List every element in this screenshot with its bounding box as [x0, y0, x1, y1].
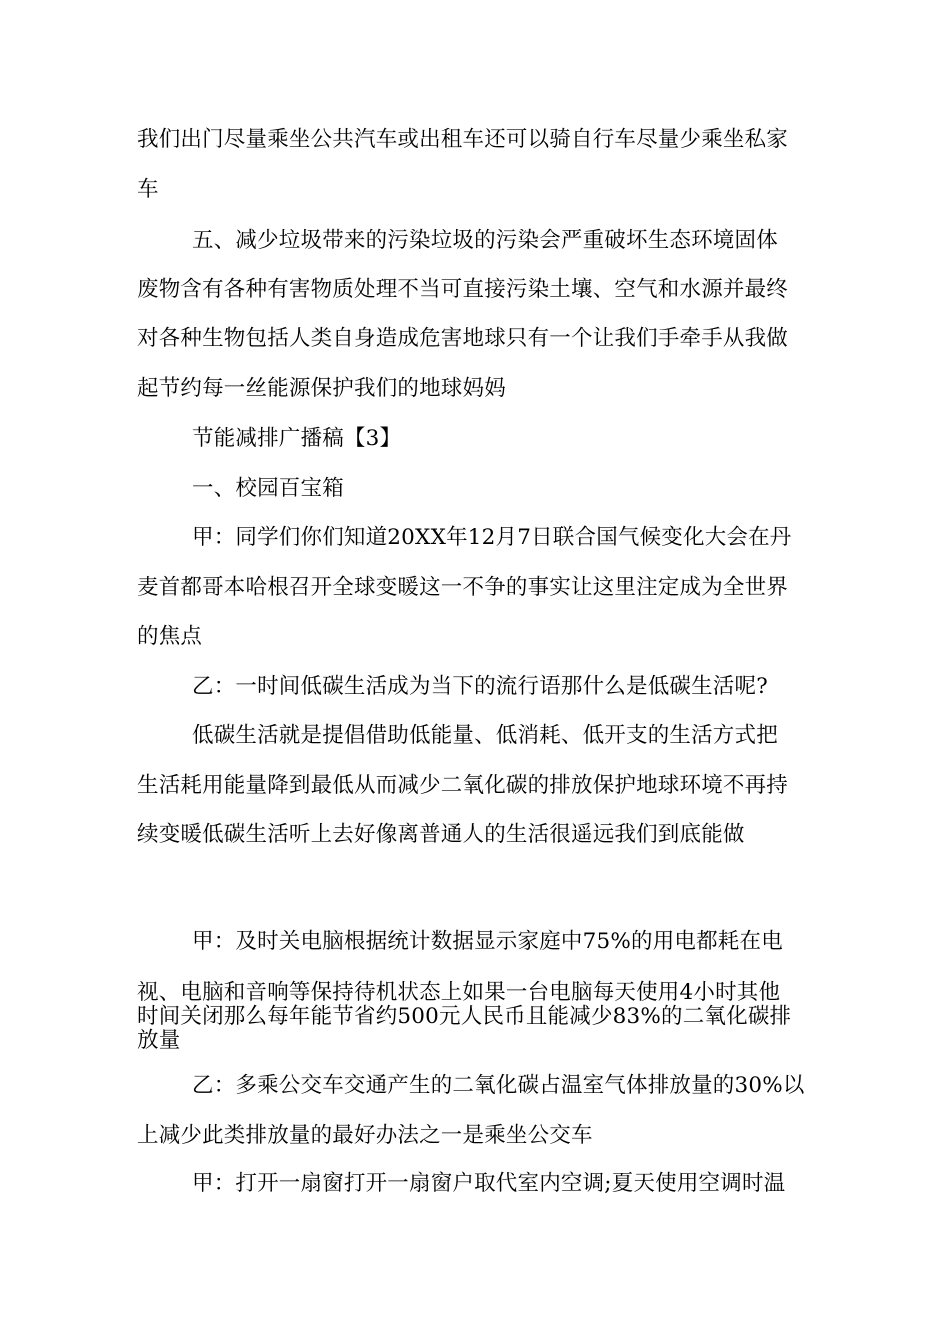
paragraph-start: 乙：多乘公交车交通产生的二氧化碳占温室气体排放量的30%以 [192, 1073, 805, 1098]
paragraph-start: 甲：打开一扇窗打开一扇窗户取代室内空调;夏天使用空调时温 [192, 1171, 786, 1196]
text-line: 的焦点 [137, 624, 203, 649]
text-line: 麦首都哥本哈根召开全球变暖这一不争的事实让这里注定成为全世界 [137, 575, 789, 600]
text-line: 上减少此类排放量的最好办法之一是乘坐公交车 [137, 1123, 593, 1148]
text-line: 我们出门尽量乘坐公共汽车或出租车还可以骑自行车尽量少乘坐私家 [137, 127, 789, 152]
text-line: 生活耗用能量降到最低从而减少二氧化碳的排放保护地球环境不再持 [137, 773, 789, 798]
text-line: 时间关闭那么每年能节省约500元人民币且能减少83%的二氧化碳排 [137, 1004, 792, 1029]
text-line: 续变暖低碳生活听上去好像离普通人的生活很遥远我们到底能做 [137, 822, 745, 847]
text-line: 对各种生物包括人类自身造成危害地球只有一个让我们手牵手从我做 [137, 326, 789, 351]
text-line: 车 [137, 177, 159, 202]
text-line: 放量 [137, 1028, 181, 1053]
section-heading: 节能减排广播稿【3】 [192, 426, 402, 451]
paragraph-start: 乙：一时间低碳生活成为当下的流行语那什么是低碳生活呢? [192, 674, 768, 699]
paragraph-start: 甲：同学们你们知道20XX年12月7日联合国气候变化大会在丹 [192, 525, 792, 550]
paragraph-start: 甲：及时关电脑根据统计数据显示家庭中75%的用电都耗在电 [192, 929, 783, 954]
text-line: 视、电脑和音响等保持待机状态上如果一台电脑每天使用4小时其他 [137, 980, 781, 1005]
paragraph-start: 低碳生活就是提倡借助低能量、低消耗、低开支的生活方式把 [192, 723, 778, 748]
text-line: 废物含有各种有害物质处理不当可直接污染土壤、空气和水源并最终 [137, 277, 789, 302]
paragraph-start: 五、减少垃圾带来的污染垃圾的污染会严重破坏生态环境固体 [192, 228, 778, 253]
text-line: 起节约每一丝能源保护我们的地球妈妈 [137, 376, 506, 401]
subsection-heading: 一、校园百宝箱 [192, 476, 344, 501]
